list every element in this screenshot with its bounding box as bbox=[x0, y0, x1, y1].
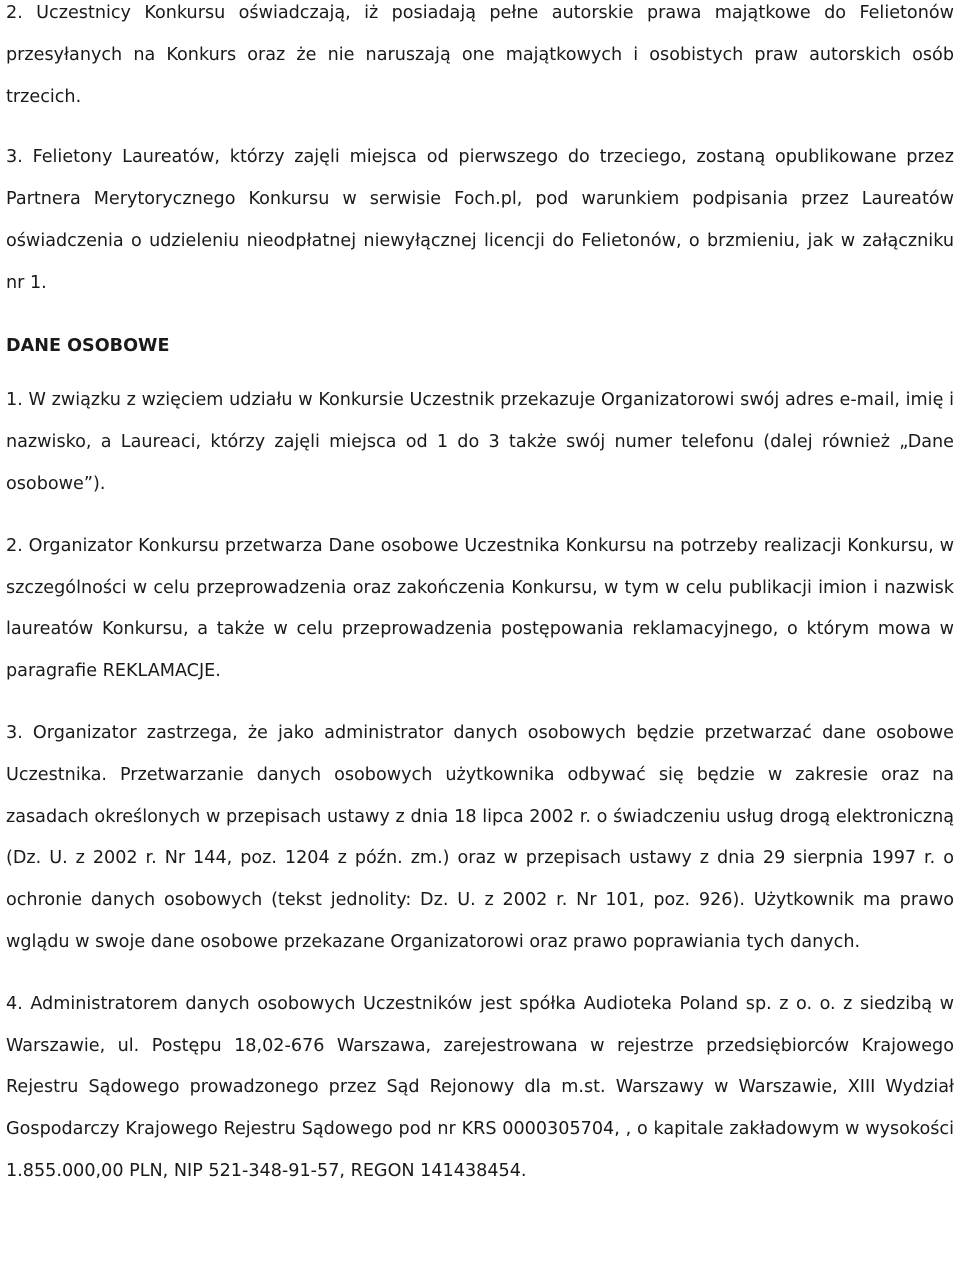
paragraph-data-4: 4. Administratorem danych osobowych Uczestników jest spółka Audioteka Poland sp. z o. o. z siedzibą w Warszawie, ul. Postępu 18,02-676 Warszawa, zarejestrowana w rejestrze przedsiębiorców Krajowego Rejestru Sądowego prowadzonego przez Sąd Rejonowy dla m.st. Warszawy w Warszawie, XIII Wydział Gospodarczy Krajowego Rejestru Sądowego pod nr KRS 0000305704, , o kapitale zakładowym w wysokości 1.855.000,00 PLN, NIP 521-348-91-57, REGON 141438454. bbox=[6, 993, 954, 1181]
paragraph-data-2: 2. Organizator Konkursu przetwarza Dane osobowe Uczestnika Konkursu na potrzeby realizacji Konkursu, w szczególności w celu przeprowadzenia oraz zakończenia Konkursu, w tym w celu publikacji imion i nazwisk laureatów Konkursu, a także w celu przeprowadzenia postępowania reklamacyjnego, o którym mowa w paragrafie REKLAMACJE. bbox=[6, 535, 954, 682]
paragraph-data-3: 3. Organizator zastrzega, że jako administrator danych osobowych będzie przetwarzać dane osobowe Uczestnika. Przetwarzanie danych osobowych użytkownika odbywać się będzie w zakresie oraz na zasadach określonych w przepisach ustawy z dnia 18 lipca 2002 r. o świadczeniu usług drogą elektroniczną (Dz. U. z 2002 r. Nr 144, poz. 1204 z późn. zm.) oraz w przepisach ustawy z dnia 29 sierpnia 1997 r. o ochronie danych osobowych (tekst jednolity: Dz. U. z 2002 r. Nr 101, poz. 926). Użytkownik ma prawo wglądu w swoje dane osobowe przekazane Organizatorowi oraz prawo poprawiania tych danych. bbox=[6, 722, 954, 952]
paragraph-contest-2: 2. Uczestnicy Konkursu oświadczają, iż posiadają pełne autorskie prawa majątkowe do Felietonów przesyłanych na Konkurs oraz że nie naruszają one majątkowych i osobistych praw autorskich osób trzecich. bbox=[6, 3, 954, 107]
section-heading-personal-data: DANE OSOBOWE bbox=[6, 335, 170, 356]
paragraph-data-1: 1. W związku z wzięciem udziału w Konkursie Uczestnik przekazuje Organizatorowi swój adres e-mail, imię i nazwisko, a Laureaci, którzy zajęli miejsca od 1 do 3 także swój numer telefonu (dalej również „Dane osobowe”). bbox=[6, 390, 954, 494]
paragraph-contest-3: 3. Felietony Laureatów, którzy zajęli miejsca od pierwszego do trzeciego, zostaną opublikowane przez Partnera Merytorycznego Konkursu w serwisie Foch.pl, pod warunkiem podpisania przez Laureatów oświadczenia o udzieleniu nieodpłatnej niewyłącznej licencji do Felietonów, o brzmieniu, jak w załączniku nr 1. bbox=[6, 147, 954, 293]
